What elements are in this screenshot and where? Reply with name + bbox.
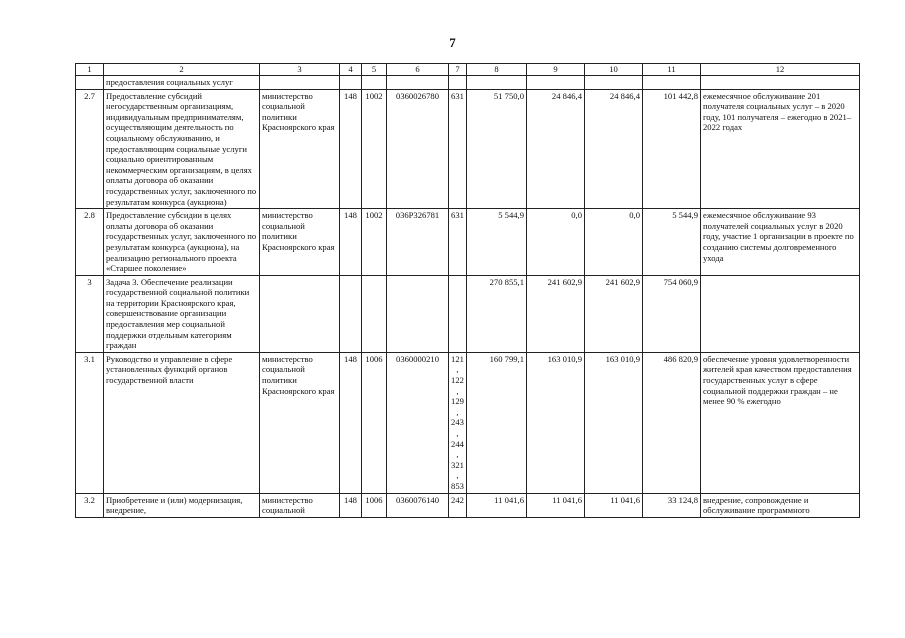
section-code-cell: 1006	[362, 493, 387, 517]
expected-result-cell: ежемесячное обслуживание 93 получателей социальных услуг в 2020 году, участие 1 организации в проекте по созданию системы долговременного ухода	[701, 209, 860, 276]
amount-2022-cell: 0,0	[585, 209, 643, 276]
amount-total-cell	[643, 76, 701, 90]
amount-total-cell: 754 060,9	[643, 275, 701, 352]
amount-2021-cell: 163 010,9	[527, 352, 585, 493]
activity-name-cell: предоставления социальных услуг	[104, 76, 260, 90]
amount-2021-cell: 11 041,6	[527, 493, 585, 517]
amount-2021-cell: 241 602,9	[527, 275, 585, 352]
activity-name-cell: Руководство и управление в сфере установленных функций органов государственной власти	[104, 352, 260, 493]
expense-type-code-cell: 242	[449, 493, 467, 517]
grbs-code-cell	[340, 275, 362, 352]
section-code-cell	[362, 275, 387, 352]
table-body	[76, 76, 860, 518]
column-number-row	[76, 64, 860, 76]
section-code-cell: 1002	[362, 89, 387, 209]
expense-type-code-cell: 121, 122, 129, 243, 244, 321, 853	[449, 352, 467, 493]
amount-2020-cell: 5 544,9	[467, 209, 527, 276]
table-row	[76, 76, 860, 90]
amount-2022-cell: 163 010,9	[585, 352, 643, 493]
expense-type-code-cell	[449, 275, 467, 352]
section-code-cell: 1002	[362, 209, 387, 276]
activity-name-cell: Предоставление субсидий негосударственным организациям, индивидуальным предпринимателям, осуществляющим деятельность по социальному обслуживанию, и предоставляющим социальные услуги социально ориентированным некоммерческим организациям, в целях оплаты договора об оказании государственных услуг, заключенного по результатам конкурса (аукциона)	[104, 89, 260, 209]
table-row	[76, 209, 860, 276]
table-row	[76, 493, 860, 517]
target-article-code-cell: 0360076140	[387, 493, 449, 517]
activity-name-cell: Приобретение и (или) модернизация, внедрение,	[104, 493, 260, 517]
section-code-cell: 1006	[362, 352, 387, 493]
column-header: 4	[340, 64, 362, 76]
row-number-cell: 2.8	[76, 209, 104, 276]
responsible-body-cell: министерство социальной политики Красноярского края	[260, 209, 340, 276]
amount-2020-cell: 11 041,6	[467, 493, 527, 517]
column-header: 6	[387, 64, 449, 76]
expected-result-cell	[701, 76, 860, 90]
responsible-body-cell: министерство социальной	[260, 493, 340, 517]
row-number-cell: 3	[76, 275, 104, 352]
amount-2021-cell	[527, 76, 585, 90]
expected-result-cell: обеспечение уровня удовлетворенности жителей края качеством предоставления государственных услуг в сфере социальной поддержки граждан – не менее 90 % ежегодно	[701, 352, 860, 493]
row-number-cell: 3.1	[76, 352, 104, 493]
amount-2022-cell: 11 041,6	[585, 493, 643, 517]
responsible-body-cell: министерство социальной политики Красноярского края	[260, 89, 340, 209]
responsible-body-cell	[260, 275, 340, 352]
amount-2021-cell: 0,0	[527, 209, 585, 276]
page-number: 7	[449, 35, 456, 50]
expense-type-code-cell	[449, 76, 467, 90]
amount-2020-cell: 160 799,1	[467, 352, 527, 493]
amount-total-cell: 486 820,9	[643, 352, 701, 493]
program-activities-table	[75, 63, 860, 518]
amount-2020-cell	[467, 76, 527, 90]
expected-result-cell	[701, 275, 860, 352]
column-header: 12	[701, 64, 860, 76]
column-header: 2	[104, 64, 260, 76]
amount-2022-cell: 241 602,9	[585, 275, 643, 352]
table-row	[76, 352, 860, 493]
row-number-cell: 2.7	[76, 89, 104, 209]
column-header: 5	[362, 64, 387, 76]
column-header: 8	[467, 64, 527, 76]
column-header: 7	[449, 64, 467, 76]
expense-type-code-cell: 631	[449, 89, 467, 209]
expense-type-code-cell: 631	[449, 209, 467, 276]
amount-2020-cell: 270 855,1	[467, 275, 527, 352]
row-number-cell	[76, 76, 104, 90]
column-header: 1	[76, 64, 104, 76]
table-row	[76, 275, 860, 352]
target-article-code-cell: 0360026780	[387, 89, 449, 209]
grbs-code-cell: 148	[340, 209, 362, 276]
amount-2020-cell: 51 750,0	[467, 89, 527, 209]
grbs-code-cell: 148	[340, 352, 362, 493]
amount-total-cell: 101 442,8	[643, 89, 701, 209]
amount-total-cell: 5 544,9	[643, 209, 701, 276]
grbs-code-cell: 148	[340, 493, 362, 517]
expected-result-cell: ежемесячное обслуживание 201 получателя социальных услуг – в 2020 году, 101 получателя – ежегодно в 2021–2022 годах	[701, 89, 860, 209]
column-header: 9	[527, 64, 585, 76]
activity-name-cell: Предоставление субсидии в целях оплаты договора об оказании государственных услуг, заключенного по результатам конкурса (аукциона), на реализацию регионального проекта «Старшее поколение»	[104, 209, 260, 276]
column-header: 10	[585, 64, 643, 76]
amount-2022-cell: 24 846,4	[585, 89, 643, 209]
target-article-code-cell: 0360000210	[387, 352, 449, 493]
expected-result-cell: внедрение, сопровождение и обслуживание программного	[701, 493, 860, 517]
column-header: 11	[643, 64, 701, 76]
table-row	[76, 89, 860, 209]
section-code-cell	[362, 76, 387, 90]
target-article-code-cell	[387, 275, 449, 352]
activity-name-cell: Задача 3. Обеспечение реализации государственной социальной политики на территории Красноярского края, совершенствование организации предоставления мер социальной поддержки отдельным категориям граждан	[104, 275, 260, 352]
target-article-code-cell: 036P326781	[387, 209, 449, 276]
column-header: 3	[260, 64, 340, 76]
amount-2022-cell	[585, 76, 643, 90]
amount-total-cell: 33 124,8	[643, 493, 701, 517]
responsible-body-cell: министерство социальной политики Красноярского края	[260, 352, 340, 493]
row-number-cell: 3.2	[76, 493, 104, 517]
amount-2021-cell: 24 846,4	[527, 89, 585, 209]
grbs-code-cell: 148	[340, 89, 362, 209]
target-article-code-cell	[387, 76, 449, 90]
grbs-code-cell	[340, 76, 362, 90]
responsible-body-cell	[260, 76, 340, 90]
